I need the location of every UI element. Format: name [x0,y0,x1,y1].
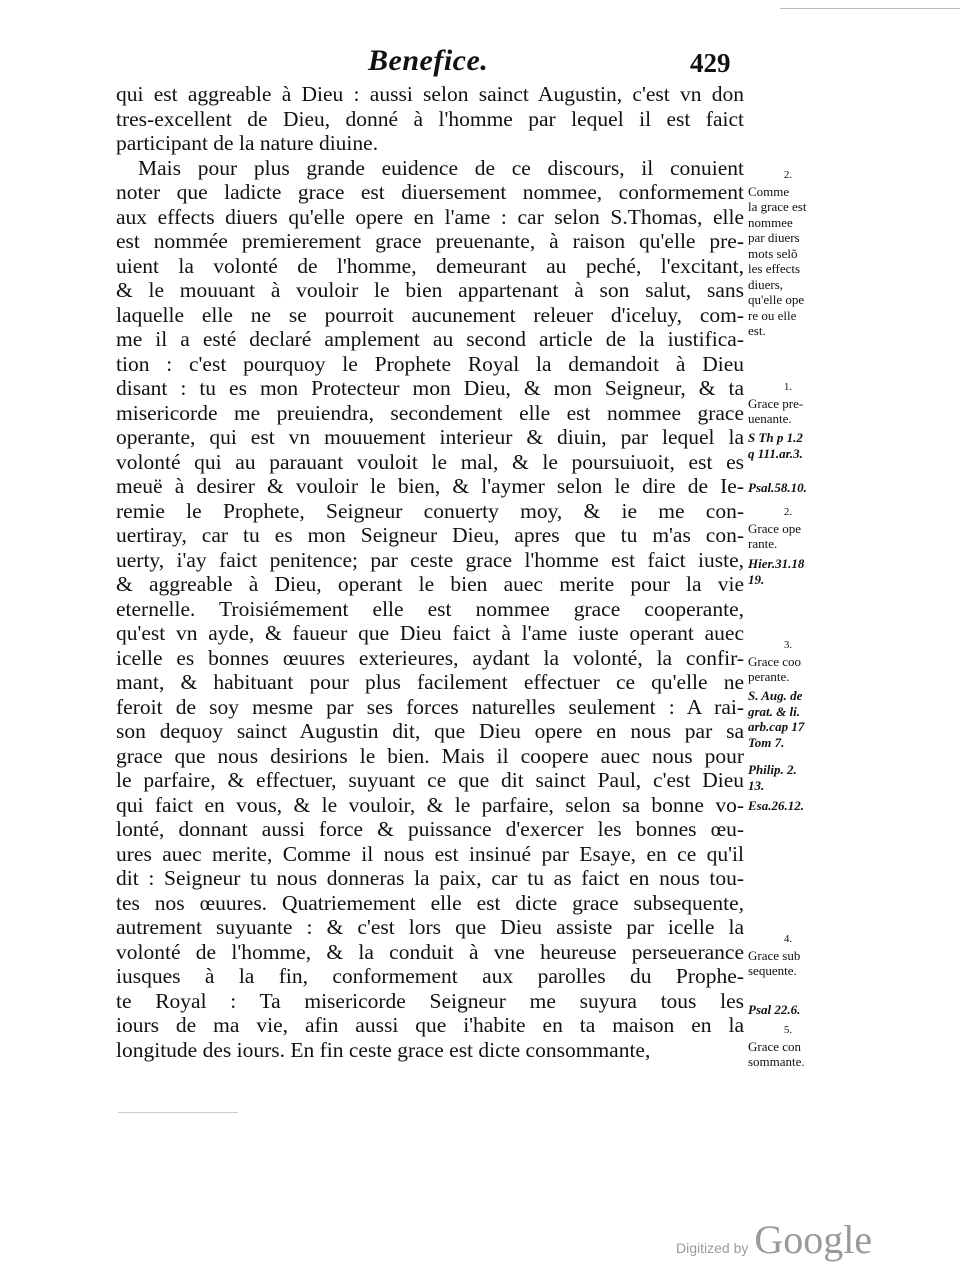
text-line: tes nos œuures. Quatriemement elle est dicte grace subsequente, [116,890,744,915]
text-line: & aggreable à Dieu, operant le bien auec merite pour la vie [116,572,744,596]
text-line: feroit de soy mesme par ses forces naturelles seulement : A rai- [116,694,744,719]
text-line: le parfaire, & effectuer, suyuant ce que dit sainct Paul, c'est Dieu [116,768,744,792]
margin-note [748,556,828,587]
margin-note-line: par diuers [748,230,800,245]
margin-note-line: nommee [748,214,793,230]
margin-note-line: 2. [783,506,793,518]
text-line: volonté de l'homme, & la conduit à vne heureuse perseuerance [116,939,744,964]
text-line: remie le Prophete, Seigneur conuerty moy, & ie me con- [116,498,744,523]
text-line: qui faict en vous, & le vouloir, & le parfaire, selon sa bonne vo- [116,792,744,817]
bottom-edge-rule [118,1112,238,1113]
margin-note [748,688,828,750]
text-line: qui est aggreable à Dieu : aussi selon sainct Augustin, c'est vn don [116,82,744,106]
margin-note [748,762,828,793]
margin-note-line: grat. & li. [748,703,801,719]
text-line: eternelle. Troisiémement elle est nommee grace cooperante, [116,596,744,621]
margin-note-line: Philip. 2. [748,762,797,777]
google-logo: Google [754,1217,873,1262]
margin-note [748,380,828,427]
digitized-by-google-watermark [676,1216,872,1263]
margin-note-line: les effects [748,261,801,276]
margin-note [748,1002,828,1018]
text-line: autrement suyuante : & c'est lors que Dieu assiste par icelle la [116,915,744,939]
text-line: uerty, i'ay faict penitence; par ceste grace l'homme est faict iuste, [116,547,744,572]
margin-note-line: mots selõ [748,245,798,261]
text-line: grace que nous desirions le bien. Mais il coopere auec nous pour [116,743,744,768]
digitized-by-label: Digitized by [676,1240,749,1256]
margin-note-line: 19. [748,571,765,587]
text-line: iusques à la fin, conformement aux parolles du Prophe- [116,964,744,988]
text-line: iours de ma vie, afin aussi que i'habite en ta maison en la [116,1013,744,1037]
margin-note-line: Psal.58.10. [748,480,807,495]
margin-note-line: Grace con [748,1038,802,1054]
margin-note-line: uenante. [748,411,792,426]
margin-note-line: q 111.ar.3. [748,445,803,461]
margin-note [748,505,828,552]
margin-note-line: sequente. [748,963,797,978]
text-line: ures auec merite, Comme il nous est insinué par Esaye, en ce qu'il [116,841,744,866]
margin-note-line: perante. [748,669,790,684]
text-line: icelle es bonnes œuures exterieures, aydant la volonté, la confir- [116,645,744,670]
text-line: te Royal : Ta misericorde Seigneur me suyura tous les [116,988,744,1013]
margin-note-line: la grace est [748,199,807,214]
margin-note-line: est. [748,323,766,338]
text-line: uient la volonté de l'homme, demeurant au peché, l'excitant, [116,253,744,278]
margin-note-line: 2. [783,169,793,181]
text-line: participant de la nature diuine. [116,131,379,155]
margin-note-line: Grace pre- [748,395,804,411]
margin-note-line: sommante. [748,1054,805,1069]
margin-note-line: Grace coo [748,653,802,669]
text-line: Mais pour plus grande euidence de ce discours, il conuient [138,155,744,180]
text-line: laquelle elle ne se pourroit aucunement releuer d'iceluy, com- [116,302,744,327]
running-head-title: Benefice. [368,44,489,77]
text-line: me il a esté declaré amplement au second article de la iustifica- [116,327,744,351]
text-line: noter que ladicte grace est diuersement nommee, conformement [116,180,744,204]
margin-note-line: S Th p 1.2 [748,430,803,445]
margin-note-line: Tom 7. [748,734,785,750]
margin-note [748,480,828,496]
margin-note-line: Grace ope [748,520,802,536]
margin-note-line: 5. [783,1024,793,1036]
margin-note [748,932,828,979]
margin-note-line: Psal 22.6. [748,1002,801,1017]
margin-note-line: S. Aug. de [748,688,803,703]
margin-note-line: Esa.26.12. [748,798,804,813]
margin-note-line: arb.cap 17 [748,719,805,734]
text-line: tres-excellent de Dieu, donné à l'homme par lequel il est faict [116,106,744,131]
text-line: aux effects diuers qu'elle opere en l'ame : car selon S.Thomas, elle [116,204,744,229]
page-number: 429 [690,48,731,78]
text-line: lonté, donnant aussi force & puissance d'exercer les bonnes œu- [116,817,744,841]
text-line: son dequoy sainct Augustin dit, que Dieu opere en nous par sa [116,719,744,743]
body-text [116,82,744,1062]
margin-note-line: diuers, [748,276,784,292]
margin-note-line: qu'elle ope [748,292,805,307]
margin-note [748,430,828,461]
text-line: volonté qui au parauant vouloit le mal, & le poursuiuoit, est es [116,449,744,474]
margin-note [748,638,828,685]
text-line: dit : Seigneur tu nous donneras la paix, car tu as faict en nous tou- [116,866,744,890]
text-line: tion : c'est pourquoy le Prophete Royal la demandoit à Dieu [116,351,744,376]
margin-note [748,1023,828,1070]
margin-note-line: 13. [748,777,765,793]
text-line: est nommée premierement grace preuenante, à raison qu'elle pre- [116,229,744,253]
margin-note-line: Hier.31.18 [748,556,805,571]
text-line: & le mouuant à vouloir le bien appartenant à son salut, sans [116,278,744,302]
margin-note-line: 1. [783,381,793,393]
margin-note-line: re ou elle [748,307,797,323]
margin-note-line: Comme [748,183,790,199]
text-line: qu'est vn ayde, & faueur que Dieu faict à l'ame iuste operant auec [116,621,744,645]
top-edge-rule [780,8,960,9]
margin-note-line: 3. [783,639,793,651]
margin-note-line: 4. [783,933,793,945]
text-line: misericorde me preuiendra, secondement elle est nommee grace [116,400,744,425]
text-line: operante, qui est vn mouuement interieur & diuin, par lequel la [116,425,744,449]
text-line: meuë à desirer & vouloir le bien, & l'aymer selon le dire de Ie- [116,474,744,498]
text-line: uertiray, car tu es mon Seigneur Dieu, apres que tu m'as con- [116,523,744,547]
margin-note-line: rante. [748,536,778,551]
text-line: disant : tu es mon Protecteur mon Dieu, & mon Seigneur, & ta [116,376,744,400]
margin-note [748,168,828,339]
margin-note [748,798,828,814]
margin-note-line: Grace sub [748,947,801,963]
text-line: longitude des iours. En fin ceste grace est dicte consommante, [116,1037,651,1062]
text-line: mant, & habituant pour plus facilement effectuer ce qu'elle ne [116,670,744,694]
